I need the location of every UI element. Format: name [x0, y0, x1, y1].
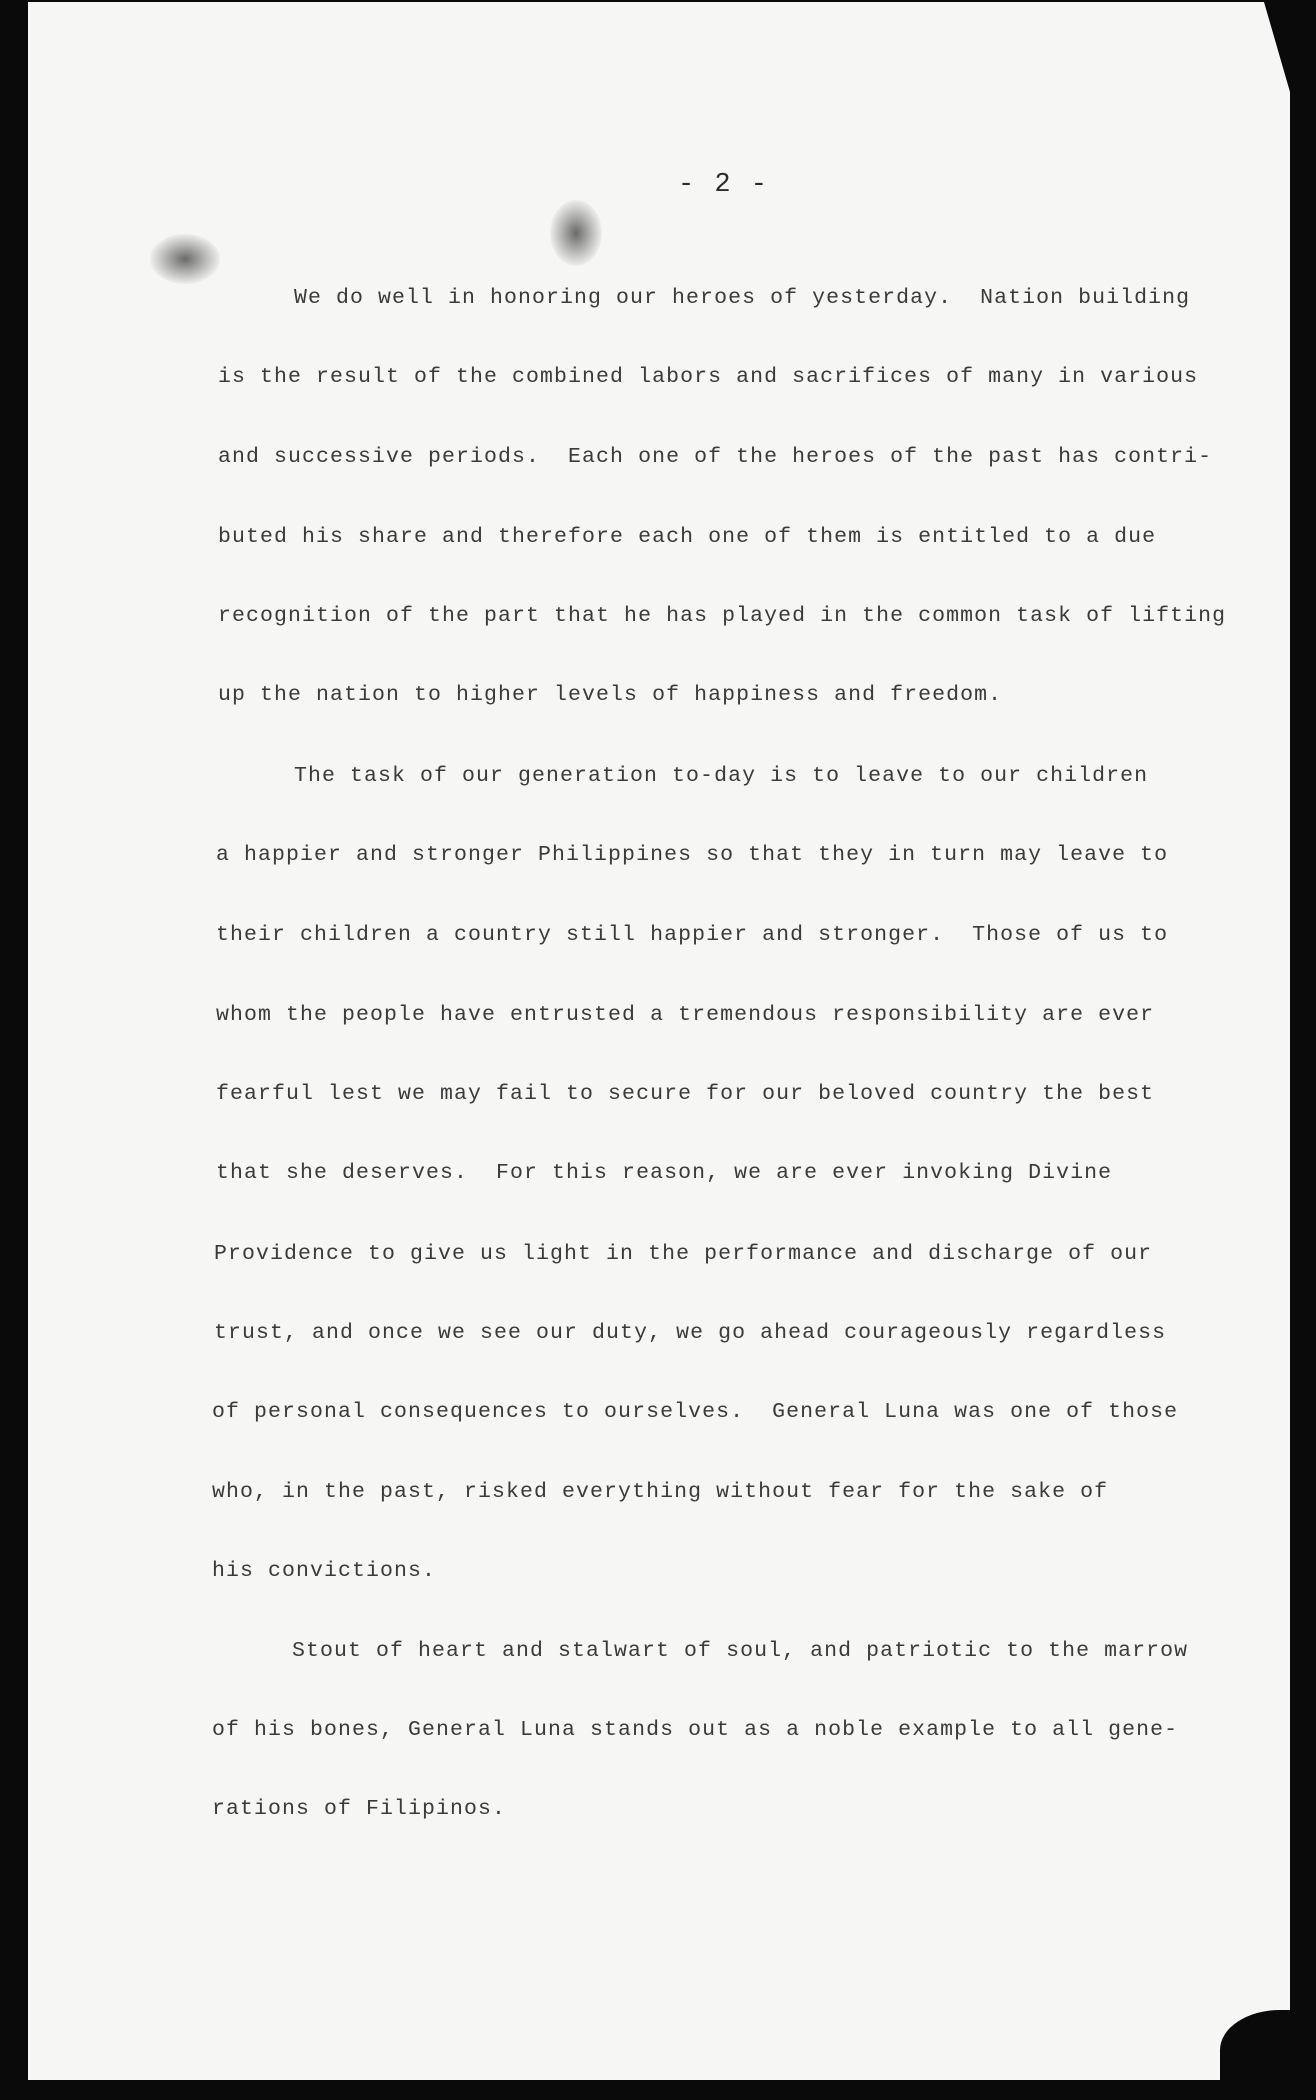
ink-smudge: [150, 234, 220, 284]
text-line: his convictions.: [212, 1559, 437, 1583]
document-page: [28, 2, 1290, 2080]
text-line: of personal consequences to ourselves. General Luna was one of those: [212, 1400, 1179, 1424]
ink-smudge: [550, 200, 602, 266]
text-line: and successive periods. Each one of the heroes of the past has contri-: [218, 445, 1213, 469]
text-line: whom the people have entrusted a tremendous responsibility are ever: [216, 1003, 1155, 1027]
text-line: fearful lest we may fail to secure for our beloved country the best: [216, 1082, 1155, 1106]
text-line: rations of Filipinos.: [212, 1797, 507, 1821]
text-line: The task of our generation to-day is to leave to our children: [294, 764, 1149, 788]
text-line: Providence to give us light in the performance and discharge of our: [214, 1242, 1153, 1266]
text-line: of his bones, General Luna stands out as a noble example to all gene-: [212, 1718, 1179, 1742]
text-line: up the nation to higher levels of happiness and freedom.: [218, 683, 1003, 707]
torn-corner-bottom: [1220, 2010, 1290, 2080]
text-line: recognition of the part that he has played in the common task of lifting: [218, 604, 1227, 628]
text-line: a happier and stronger Philippines so that they in turn may leave to: [216, 843, 1169, 867]
torn-corner-top: [1264, 2, 1290, 92]
text-line: Stout of heart and stalwart of soul, and patriotic to the marrow: [292, 1639, 1189, 1663]
text-line: buted his share and therefore each one of them is entitled to a due: [218, 525, 1157, 549]
page-number: - 2 -: [678, 170, 770, 200]
text-line: that she deserves. For this reason, we are ever invoking Divine: [216, 1161, 1113, 1185]
text-line: We do well in honoring our heroes of yesterday. Nation building: [294, 286, 1191, 310]
text-line: trust, and once we see our duty, we go ahead courageously regardless: [214, 1321, 1167, 1345]
text-line: is the result of the combined labors and sacrifices of many in various: [218, 365, 1199, 389]
text-line: who, in the past, risked everything without fear for the sake of: [212, 1480, 1109, 1504]
text-line: their children a country still happier and stronger. Those of us to: [216, 923, 1169, 947]
